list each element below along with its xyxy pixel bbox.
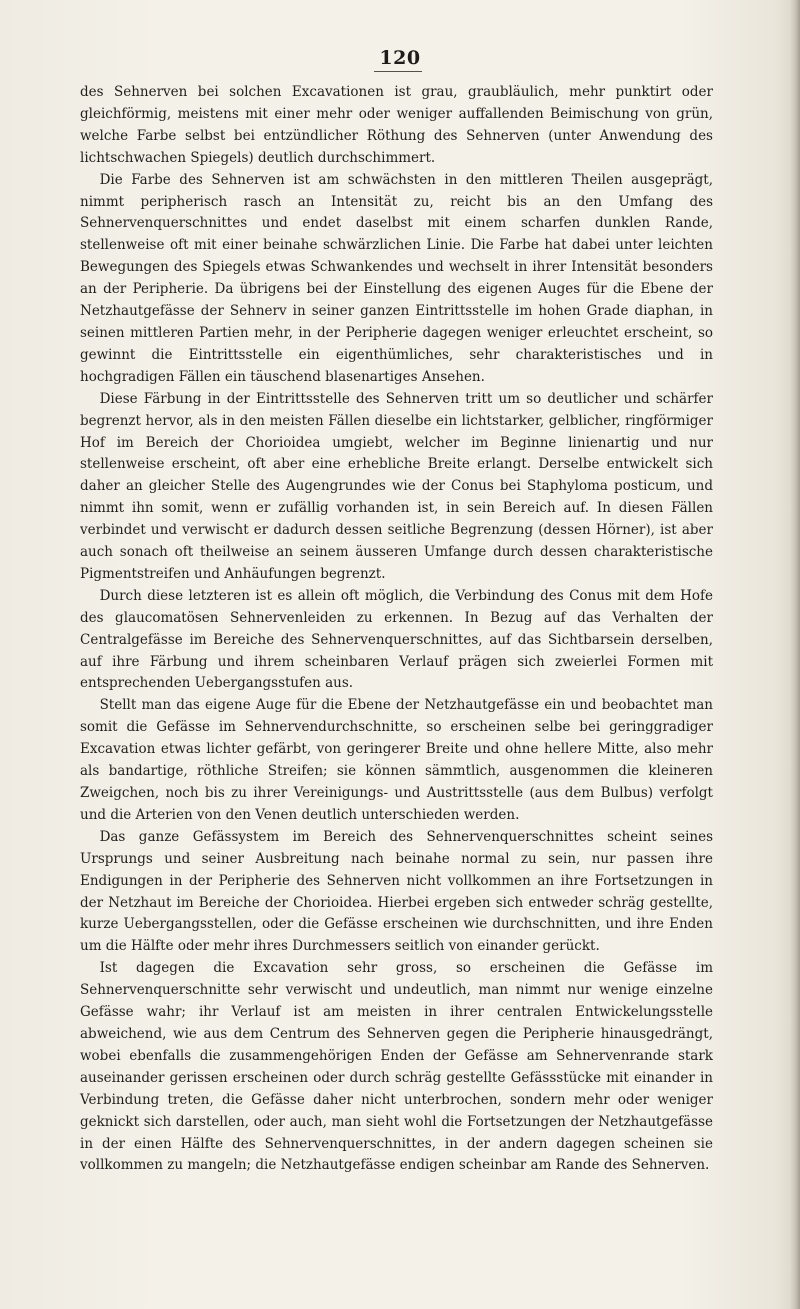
paragraph-6: Das ganze Gefässystem im Bereich des Sehnervenquerschnittes scheint seines Ursprungs und seiner Ausbreitung nach beinahe normal zu sein, nur passen ihre Endigungen in der Peripherie des Sehnerven nicht vollkommen an ihre Fortsetzungen in der Netzhaut im Bereiche der Chorioidea. Hierbei ergeben sich entweder schräg gestellte, kurze Uebergangsstellen, oder die Gefässe erscheinen wie durchschnitten, und ihre Enden um die Hälfte oder mehr ihres Durchmessers seitlich von einander gerückt. [80,828,713,955]
paragraph-2: Die Farbe des Sehnerven ist am schwächsten in den mittleren Theilen ausgeprägt, nimmt peripherisch rasch an Intensität zu, reicht bis an den Umfang des Sehnervenquerschnittes und endet daselbst mit einem scharfen dunklen Rande, stellenweise oft mit einer beinahe schwärzlichen Linie. Die Farbe hat dabei unter leichten Bewegungen des Spiegels etwas Schwankendes und wechselt in ihrer Intensität besonders an der Peripherie. Da übrigens bei der Einstellung des eigenen Auges für die Ebene der Netzhautgefässe der Sehnerv in seiner ganzen Eintrittsstelle im hohen Grade diaphan, in seinen mittleren Partien mehr, in der Peripherie dagegen weniger erleuchtet erscheint, so gewinnt die Eintrittsstelle ein eigenthümliches, sehr charakteristisches und in hochgradigen Fällen ein täuschend blasenartiges Ansehen. [80,171,713,385]
page-number-underline [374,71,422,72]
paragraph-1: des Sehnerven bei solchen Excavationen ist grau, graubläulich, mehr punktirt oder gleichförmig, meistens mit einer mehr oder weniger auffallenden Beimischung von grün, welche Farbe selbst bei entzündlicher Röthung des Sehnerven (unter Anwendung des lichtschwachen Spiegels) deutlich durchschimmert. [80,84,713,166]
paragraph-7: Ist dagegen die Excavation sehr gross, so erscheinen die Gefässe im Sehnervenquerschnitte sehr verwischt und undeutlich, man nimmt nur wenige einzelne Gefässe wahr; ihr Verlauf ist am meisten in ihrer centralen Entwickelungsstelle abweichend, wie aus dem Centrum des Sehnerven gegen die Peripherie hinausgedrängt, wobei ebenfalls die zusammengehörigen Enden der Gefässe am Sehnervenrande stark auseinander gerissen erscheinen oder durch schräg gestellte Gefässstücke mit einander in Verbindung treten, die Gefässe daher nicht unterbrochen, sondern mehr oder weniger geknickt sich darstellen, oder auch, man sieht wohl die Fortsetzungen der Netzhautgefässe in der einen Hälfte des Sehnervenquerschnittes, in der andern dagegen scheinen sie vollkommen zu mangeln; die Netzhautgefässe endigen scheinbar am Rande des Sehnerven. [80,960,713,1174]
paragraph-4: Durch diese letzteren ist es allein oft möglich, die Verbindung des Conus mit dem Hofe des glaucomatösen Sehnervenleiden zu erkennen. In Bezug auf das Verhalten der Centralgefässe im Bereiche des Sehnervenquerschnittes, auf das Sichtbarsein derselben, auf ihre Färbung und ihrem scheinbaren Verlauf prägen sich zweierlei Formen mit entsprechenden Uebergangsstufen aus. [80,587,713,692]
page-edge-shadow [790,0,800,1309]
page-number: 120 [379,47,421,69]
body-text [80,82,713,1177]
paragraph-3: Diese Färbung in der Eintrittsstelle des Sehnerven tritt um so deutlicher und schärfer begrenzt hervor, als in den meisten Fällen dieselbe ein lichtstarker, gelblicher, ringförmiger Hof im Bereich der Chorioidea umgiebt, welcher im Beginne linienartig und nur stellenweise erscheint, oft aber eine erhebliche Breite erlangt. Derselbe entwickelt sich daher an gleicher Stelle des Augengrundes wie der Conus bei Staphyloma posticum, und nimmt ihn somit, wenn er zufällig vorhanden ist, in sein Bereich auf. In diesen Fällen verbindet und verwischt er dadurch dessen seitliche Begrenzung (dessen Hörner), ist aber auch sonach oft theilweise an seinem äusseren Umfange durch dessen charakteristische Pigmentstreifen und Anhäufungen begrenzt. [80,390,713,582]
paragraph-5: Stellt man das eigene Auge für die Ebene der Netzhautgefässe ein und beobachtet man somit die Gefässe im Sehnervendurchschnitte, so erscheinen selbe bei geringgradiger Excavation etwas lichter gefärbt, von geringerer Breite und ohne hellere Mitte, also mehr als bandartige, röthliche Streifen; sie können sämmtlich, ausgenommen die kleineren Zweigchen, noch bis zu ihrer Vereinigungs- und Austrittsstelle (aus dem Bulbus) verfolgt und die Arterien von den Venen deutlich unterschieden werden. [80,697,713,823]
